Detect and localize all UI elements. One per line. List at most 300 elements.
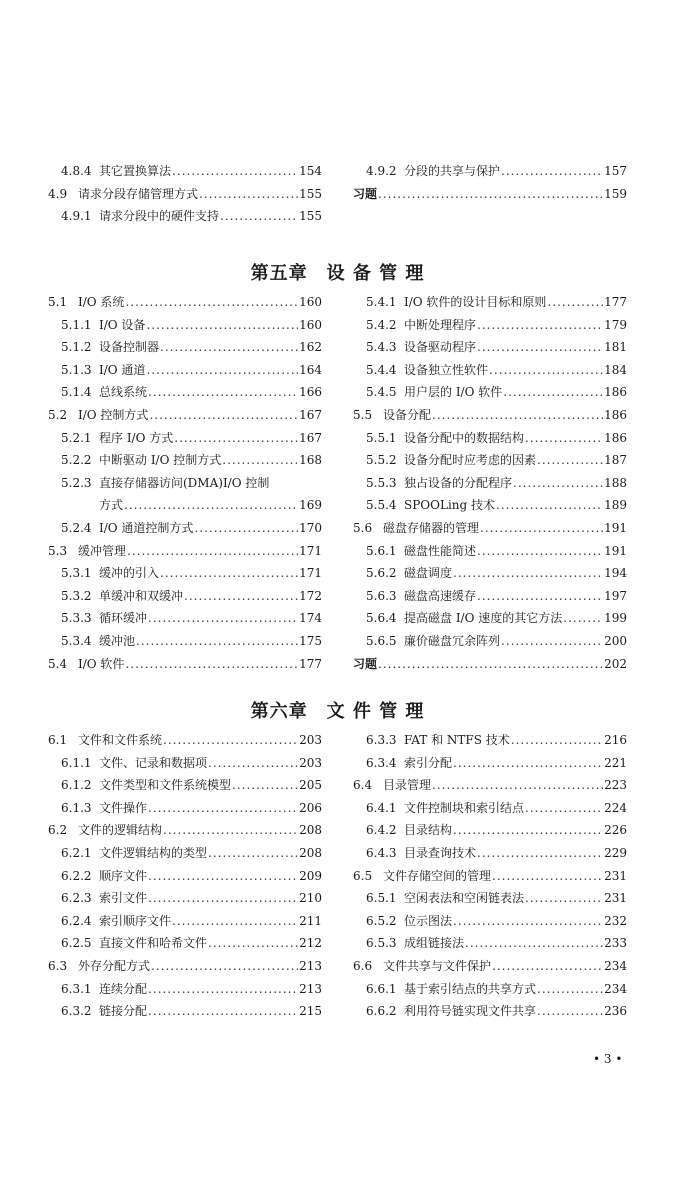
toc-entry-number: 5.2.4: [61, 520, 92, 535]
toc-entry-number: 5.2.1: [61, 430, 92, 445]
toc-entry-number: 5.4.3: [366, 340, 397, 355]
toc-entry-number: 5.1.1: [61, 317, 92, 332]
toc-entry-page: 231: [604, 891, 627, 906]
toc-entry: [353, 383, 627, 406]
toc-entry: [353, 361, 627, 384]
toc-entry: [353, 542, 627, 565]
toc-entry: [353, 429, 627, 452]
toc-ch5-right-column: [353, 293, 627, 677]
toc-entry: [48, 632, 322, 655]
toc-leader-dots: [163, 733, 298, 747]
toc-entry: [353, 844, 627, 867]
toc-leader-dots: [148, 891, 298, 905]
toc-entry-page: 199: [604, 611, 627, 626]
toc-leader-dots: [525, 801, 603, 815]
toc-entry-title: 文件类型和文件系统模型: [99, 778, 232, 793]
toc-entry-page: 206: [299, 800, 322, 815]
toc-entry: [48, 934, 322, 957]
toc-entry-page: 213: [299, 981, 322, 996]
toc-leader-dots: [453, 756, 603, 770]
toc-leader-dots: [220, 209, 298, 223]
toc-entry-page: 162: [299, 340, 322, 355]
toc-entry: [48, 451, 322, 474]
toc-entry: [353, 1002, 627, 1025]
toc-entry-title: 磁盘高速缓存: [404, 588, 477, 603]
toc-entry-title: 索引顺序文件: [99, 913, 172, 928]
toc-entry-page: 171: [299, 543, 322, 558]
toc-entry: [48, 383, 322, 406]
toc-entry-page: 234: [604, 981, 627, 996]
toc-entry-page: 189: [604, 498, 627, 513]
toc-entry-title: SPOOLing 技术: [404, 498, 496, 513]
toc-entry: [353, 821, 627, 844]
toc-entry: [48, 776, 322, 799]
toc-entry-number: 5.6.1: [366, 543, 397, 558]
toc-entry-title: 文件、记录和数据项: [99, 755, 208, 770]
toc-entry-page: 169: [299, 498, 322, 513]
toc-leader-dots: [146, 363, 298, 377]
toc-entry-number: 5.6: [353, 520, 373, 535]
toc-entry-page: 184: [604, 362, 627, 377]
toc-entry: [48, 889, 322, 912]
toc-leader-dots: [503, 385, 603, 399]
toc-entry-title: 设备分配时应考虑的因素: [404, 453, 537, 468]
toc-entry-page: 155: [299, 209, 322, 224]
toc-entry-page: 181: [604, 340, 627, 355]
toc-entry: [353, 519, 627, 542]
toc-entry: [48, 338, 322, 361]
toc-entry: [353, 980, 627, 1003]
toc-entry: [48, 609, 322, 632]
toc-entry-number: 6.2.4: [61, 913, 92, 928]
toc-entry-title: 总线系统: [99, 385, 148, 400]
toc-entry-number: 5.3: [48, 543, 68, 558]
toc-entry-title: 文件控制块和索引结点: [404, 800, 525, 815]
toc-leader-dots: [160, 340, 298, 354]
toc-entry-page: 164: [299, 362, 322, 377]
toc-leader-dots: [199, 187, 298, 201]
toc-entry-title: 请求分段中的硬件支持: [99, 209, 220, 224]
toc-entry-title: 单缓冲和双缓冲: [99, 588, 184, 603]
toc-entry-title: 空闲表法和空闲链表法: [404, 891, 525, 906]
toc-leader-dots: [208, 846, 298, 860]
toc-entry: [48, 980, 322, 1003]
toc-entry-page: 160: [299, 295, 322, 309]
toc-entry: [48, 542, 322, 565]
toc-entry-number: 6.5.2: [366, 913, 397, 928]
toc-entry-title: 文件逻辑结构的类型: [99, 845, 208, 860]
toc-entry-page: 200: [604, 633, 627, 648]
toc-entry-number: 4.9.1: [61, 209, 92, 224]
toc-entry-number: 5.2: [48, 407, 68, 422]
toc-entry-number: 6.3.1: [61, 981, 92, 996]
toc-entry-title: 方式: [99, 498, 124, 513]
toc-entry-page: 224: [604, 800, 627, 815]
toc-entry-number: 5.6.4: [366, 611, 397, 626]
toc-entry-title: 循环缓冲: [99, 611, 148, 626]
toc-entry: [48, 429, 322, 452]
toc-leader-dots: [477, 318, 603, 332]
toc-entry-number: 5.3.4: [61, 633, 92, 648]
toc-entry: [48, 1002, 322, 1025]
toc-entry: [353, 912, 627, 935]
toc-entry-number: 6.6: [353, 958, 373, 973]
toc-leader-dots: [453, 914, 603, 928]
toc-entry-number: 6.3.2: [61, 1004, 92, 1019]
toc-entry-page: 186: [604, 430, 627, 445]
toc-entry-page: 212: [299, 936, 322, 951]
toc-entry-page: 191: [604, 543, 627, 558]
toc-entry-title: I/O 控制方式: [78, 407, 149, 422]
toc-entry-number: 5.4.1: [366, 295, 397, 309]
toc-entry-page: 211: [299, 913, 322, 928]
toc-entry-title: 位示图法: [404, 913, 453, 928]
toc-entry-number: 5.1.2: [61, 340, 92, 355]
toc-entry-title: 中断驱动 I/O 控制方式: [99, 453, 222, 468]
toc-entry-title: FAT 和 NTFS 技术: [404, 733, 510, 747]
toc-leader-dots: [537, 453, 603, 467]
toc-entry-title: 文件共享与文件保护: [383, 958, 492, 973]
toc-entry-number: 5.1.4: [61, 385, 92, 400]
toc-entry-number: 6.1.2: [61, 778, 92, 793]
toc-entry-number: 6.4.1: [366, 800, 397, 815]
toc-entry: [48, 293, 322, 316]
toc-entry-title: 利用符号链实现文件共享: [404, 1004, 537, 1019]
toc-entry: [48, 957, 322, 980]
toc-entry-page: 208: [299, 823, 322, 838]
toc-entry-title: I/O 软件的设计目标和原则: [404, 295, 547, 309]
toc-entry-title: 设备驱动程序: [404, 340, 477, 355]
toc-entry-title: 直接存储器访问(DMA)I/O 控制: [99, 475, 270, 490]
toc-leader-dots: [174, 431, 298, 445]
toc-entry-page: 155: [299, 186, 322, 201]
toc-entry: [48, 821, 322, 844]
toc-entry: [48, 587, 322, 610]
toc-entry-page: 191: [604, 520, 627, 535]
toc-entry-title: I/O 系统: [78, 295, 125, 309]
toc-entry-number: 6.5.1: [366, 891, 397, 906]
toc-entry-title: 设备独立性软件: [404, 362, 489, 377]
toc-leader-dots: [477, 589, 603, 603]
toc-entry-number: 5.3.1: [61, 566, 92, 581]
toc-entry-title: 缓冲的引入: [99, 566, 160, 581]
toc-entry-number: 5.4.4: [366, 362, 397, 377]
toc-entry: [353, 587, 627, 610]
toc-leader-dots: [222, 453, 298, 467]
toc-leader-dots: [492, 959, 603, 973]
toc-entry-title: 文件的逻辑结构: [78, 823, 163, 838]
toc-entry: [353, 406, 627, 429]
toc-entry: [353, 564, 627, 587]
toc-entry-number: 6.4.3: [366, 845, 397, 860]
toc-entry-page: 179: [604, 317, 627, 332]
toc-leader-dots: [127, 544, 298, 558]
toc-entry-number: 4.9: [48, 186, 68, 201]
toc-entry-title: 设备分配中的数据结构: [404, 430, 525, 445]
toc-leader-dots: [537, 982, 603, 996]
toc-entry: [48, 731, 322, 754]
toc-entry-page: 205: [299, 778, 322, 793]
page-number: • 3 •: [593, 1052, 623, 1066]
toc-entry: [353, 889, 627, 912]
toc-leader-dots: [547, 295, 603, 309]
toc-leader-dots: [525, 431, 603, 445]
toc-entry: [353, 776, 627, 799]
toc-entry: [353, 338, 627, 361]
toc-entry-number: 6.2.5: [61, 936, 92, 951]
toc-entry-page: 167: [299, 407, 322, 422]
toc-entry-title: 磁盘性能简述: [404, 543, 477, 558]
toc-entry-page: 209: [299, 868, 322, 883]
toc-entry: [48, 519, 322, 542]
toc-entry-number: 5.6.2: [366, 566, 397, 581]
toc-leader-dots: [513, 476, 603, 490]
toc-entry-number: 6.5.3: [366, 936, 397, 951]
toc-leader-dots: [148, 869, 298, 883]
toc-entry-title: 缓冲池: [99, 633, 136, 648]
toc-entry-title: 独占设备的分配程序: [404, 475, 513, 490]
toc-entry-page: 168: [299, 453, 322, 468]
toc-entry-page: 202: [604, 656, 627, 671]
toc-entry-number: 6.2.3: [61, 891, 92, 906]
toc-entry-title: 分段的共享与保护: [404, 164, 501, 178]
toc-entry: [353, 474, 627, 497]
toc-leader-dots: [480, 521, 603, 535]
toc-ch6-right-column: [353, 731, 627, 1025]
toc-entry-number: 4.9.2: [366, 164, 397, 178]
toc-entry: [353, 185, 627, 208]
toc-entry-page: 231: [604, 868, 627, 883]
toc-entry: [353, 162, 627, 185]
toc-entry-number: 5.3.2: [61, 588, 92, 603]
toc-entry-title: 文件操作: [99, 800, 148, 815]
toc-entry-page: 171: [299, 566, 322, 581]
toc-entry-page: 234: [604, 958, 627, 973]
toc-entry: [353, 316, 627, 339]
toc-entry-number: 5.6.3: [366, 588, 397, 603]
toc-entry: [48, 564, 322, 587]
toc-entry-title: 直接文件和哈希文件: [99, 936, 208, 951]
toc-entry: [48, 361, 322, 384]
toc-entry-number: 6.4: [353, 778, 373, 793]
toc-entry-title: 其它置换算法: [99, 164, 172, 178]
toc-leader-dots: [511, 733, 603, 747]
toc-entry-number: 5.2.2: [61, 453, 92, 468]
toc-entry-title: 习题: [353, 186, 378, 201]
toc-leader-dots: [194, 521, 298, 535]
toc-leader-dots: [378, 657, 603, 671]
toc-entry-number: 6.1.1: [61, 755, 92, 770]
toc-entry-title: 成组链接法: [404, 936, 465, 951]
toc-entry-title: 缓冲管理: [78, 543, 127, 558]
toc-leader-dots: [477, 340, 603, 354]
toc-entry: [353, 655, 627, 678]
toc-entry-page: 226: [604, 823, 627, 838]
toc-leader-dots: [477, 846, 603, 860]
toc-leader-dots: [148, 611, 298, 625]
toc-entry: [48, 799, 322, 822]
chapter6-title: 第六章 文 件 管 理: [250, 701, 425, 722]
toc-leader-dots: [136, 634, 298, 648]
toc-entry-title: 目录结构: [404, 823, 453, 838]
toc-entry-title: 顺序文件: [99, 868, 148, 883]
toc-leader-dots: [148, 982, 298, 996]
toc-entry: [48, 912, 322, 935]
toc-leader-dots: [453, 823, 603, 837]
toc-entry-page: 213: [299, 958, 322, 973]
toc-entry-title: 索引分配: [404, 755, 453, 770]
toc-entry: [48, 316, 322, 339]
toc-leader-dots: [148, 1004, 298, 1018]
toc-entry-page: 186: [604, 385, 627, 400]
toc-entry-number: 6.3.4: [366, 755, 397, 770]
toc-entry: [48, 655, 322, 678]
toc-entry-page: 236: [604, 1004, 627, 1019]
toc-entry-title: I/O 软件: [78, 656, 125, 671]
toc-entry-title: 磁盘存储器的管理: [383, 520, 480, 535]
toc-entry: [353, 957, 627, 980]
toc-entry: [353, 867, 627, 890]
toc-entry-title: 中断处理程序: [404, 317, 477, 332]
toc-entry: [353, 293, 627, 316]
toc-entry: [353, 609, 627, 632]
toc-entry-title: 用户层的 I/O 软件: [404, 385, 503, 400]
toc-entry-title: 设备分配: [383, 407, 432, 422]
toc-entry: [48, 844, 322, 867]
toc-entry-page: 223: [604, 778, 627, 793]
toc-entry-number: 6.6.2: [366, 1004, 397, 1019]
toc-entry: [48, 474, 322, 497]
toc-entry-number: 6.2.2: [61, 868, 92, 883]
toc-entry-page: 177: [604, 295, 627, 309]
toc-leader-dots: [125, 295, 298, 309]
toc-leader-dots: [465, 936, 603, 950]
toc-entry: [48, 185, 322, 208]
toc-leader-dots: [525, 891, 603, 905]
toc-entry-page: 175: [299, 633, 322, 648]
toc-leader-dots: [148, 801, 298, 815]
toc-entry-number: 5.1.3: [61, 362, 92, 377]
toc-top-left-column: [48, 162, 322, 230]
toc-entry-page: 203: [299, 733, 322, 747]
toc-entry-title: 习题: [353, 656, 378, 671]
toc-leader-dots: [432, 408, 603, 422]
toc-leader-dots: [492, 869, 603, 883]
toc-leader-dots: [160, 566, 298, 580]
toc-entry-page: 177: [299, 656, 322, 671]
toc-entry-number: 6.2: [48, 823, 68, 838]
toc-leader-dots: [146, 318, 298, 332]
toc-entry-number: 6.3: [48, 958, 68, 973]
toc-leader-dots: [125, 657, 298, 671]
toc-entry-number: 5.5.3: [366, 475, 397, 490]
toc-leader-dots: [489, 363, 603, 377]
toc-entry: [48, 867, 322, 890]
toc-entry-page: 172: [299, 588, 322, 603]
toc-entry-page: 174: [299, 611, 322, 626]
toc-entry-page: 233: [604, 936, 627, 951]
toc-leader-dots: [149, 408, 298, 422]
toc-entry-number: 5.5: [353, 407, 373, 422]
toc-leader-dots: [151, 959, 298, 973]
toc-entry-title: 目录查询技术: [404, 845, 477, 860]
toc-leader-dots: [501, 164, 603, 178]
toc-entry-title: 链接分配: [99, 1004, 148, 1019]
toc-entry: [48, 207, 322, 230]
toc-leader-dots: [184, 589, 298, 603]
toc-entry-number: 6.2.1: [61, 845, 92, 860]
toc-entry-title: I/O 设备: [99, 317, 146, 332]
toc-entry-page: 194: [604, 566, 627, 581]
toc-entry-page: 170: [299, 520, 322, 535]
toc-entry: [353, 496, 627, 519]
toc-ch5-left-column: [48, 293, 322, 677]
toc-entry-page: 232: [604, 913, 627, 928]
toc-top-right-column: [353, 162, 627, 207]
toc-entry-title: 连续分配: [99, 981, 148, 996]
toc-entry-page: 188: [604, 475, 627, 490]
toc-entry-title: 目录管理: [383, 778, 432, 793]
toc-entry-number: 5.6.5: [366, 633, 397, 648]
toc-entry-number: 6.1.3: [61, 800, 92, 815]
toc-entry-page: 203: [299, 755, 322, 770]
toc-entry-number: 5.5.2: [366, 453, 397, 468]
toc-entry-page: 159: [604, 186, 627, 201]
toc-entry-page: 216: [604, 733, 627, 747]
toc-entry-number: 5.4.2: [366, 317, 397, 332]
toc-leader-dots: [124, 498, 298, 512]
toc-entry-title: 基于索引结点的共享方式: [404, 981, 537, 996]
toc-leader-dots: [453, 566, 603, 580]
toc-entry-page: 157: [604, 164, 627, 178]
toc-entry: [48, 162, 322, 185]
toc-entry-title: I/O 通道: [99, 362, 146, 377]
toc-leader-dots: [477, 544, 603, 558]
toc-entry-page: 186: [604, 407, 627, 422]
toc-entry-page: 210: [299, 891, 322, 906]
toc-entry-title: 请求分段存储管理方式: [78, 186, 199, 201]
toc-entry-title: 提高磁盘 I/O 速度的其它方法: [404, 611, 563, 626]
toc-leader-dots: [432, 778, 603, 792]
toc-leader-dots: [496, 498, 603, 512]
toc-entry-page: 208: [299, 845, 322, 860]
toc-ch6-left-column: [48, 731, 322, 1025]
toc-entry-page: 197: [604, 588, 627, 603]
toc-entry-number: 5.4.5: [366, 385, 397, 400]
toc-entry-page: 229: [604, 845, 627, 860]
toc-entry: [48, 754, 322, 777]
toc-entry-number: 6.3.3: [366, 733, 397, 747]
toc-entry: [353, 934, 627, 957]
toc-entry-title: 外存分配方式: [78, 958, 151, 973]
toc-entry-title: I/O 通道控制方式: [99, 520, 194, 535]
toc-entry-page: 221: [604, 755, 627, 770]
toc-entry-title: 文件存储空间的管理: [383, 868, 492, 883]
toc-entry-title: 设备控制器: [99, 340, 160, 355]
toc-entry-number: 5.1: [48, 295, 68, 309]
toc-entry-number: 6.4.2: [366, 823, 397, 838]
toc-leader-dots: [208, 936, 298, 950]
toc-entry-number: 5.2.3: [61, 475, 92, 490]
toc-entry-number: 5.4: [48, 656, 68, 671]
toc-entry: [353, 754, 627, 777]
toc-entry: [353, 451, 627, 474]
toc-entry-page: 160: [299, 317, 322, 332]
chapter5-title: 第五章 设 备 管 理: [250, 263, 425, 284]
toc-entry-title: 廉价磁盘冗余阵列: [404, 633, 501, 648]
toc-entry-title: 磁盘调度: [404, 566, 453, 581]
toc-leader-dots: [208, 756, 298, 770]
